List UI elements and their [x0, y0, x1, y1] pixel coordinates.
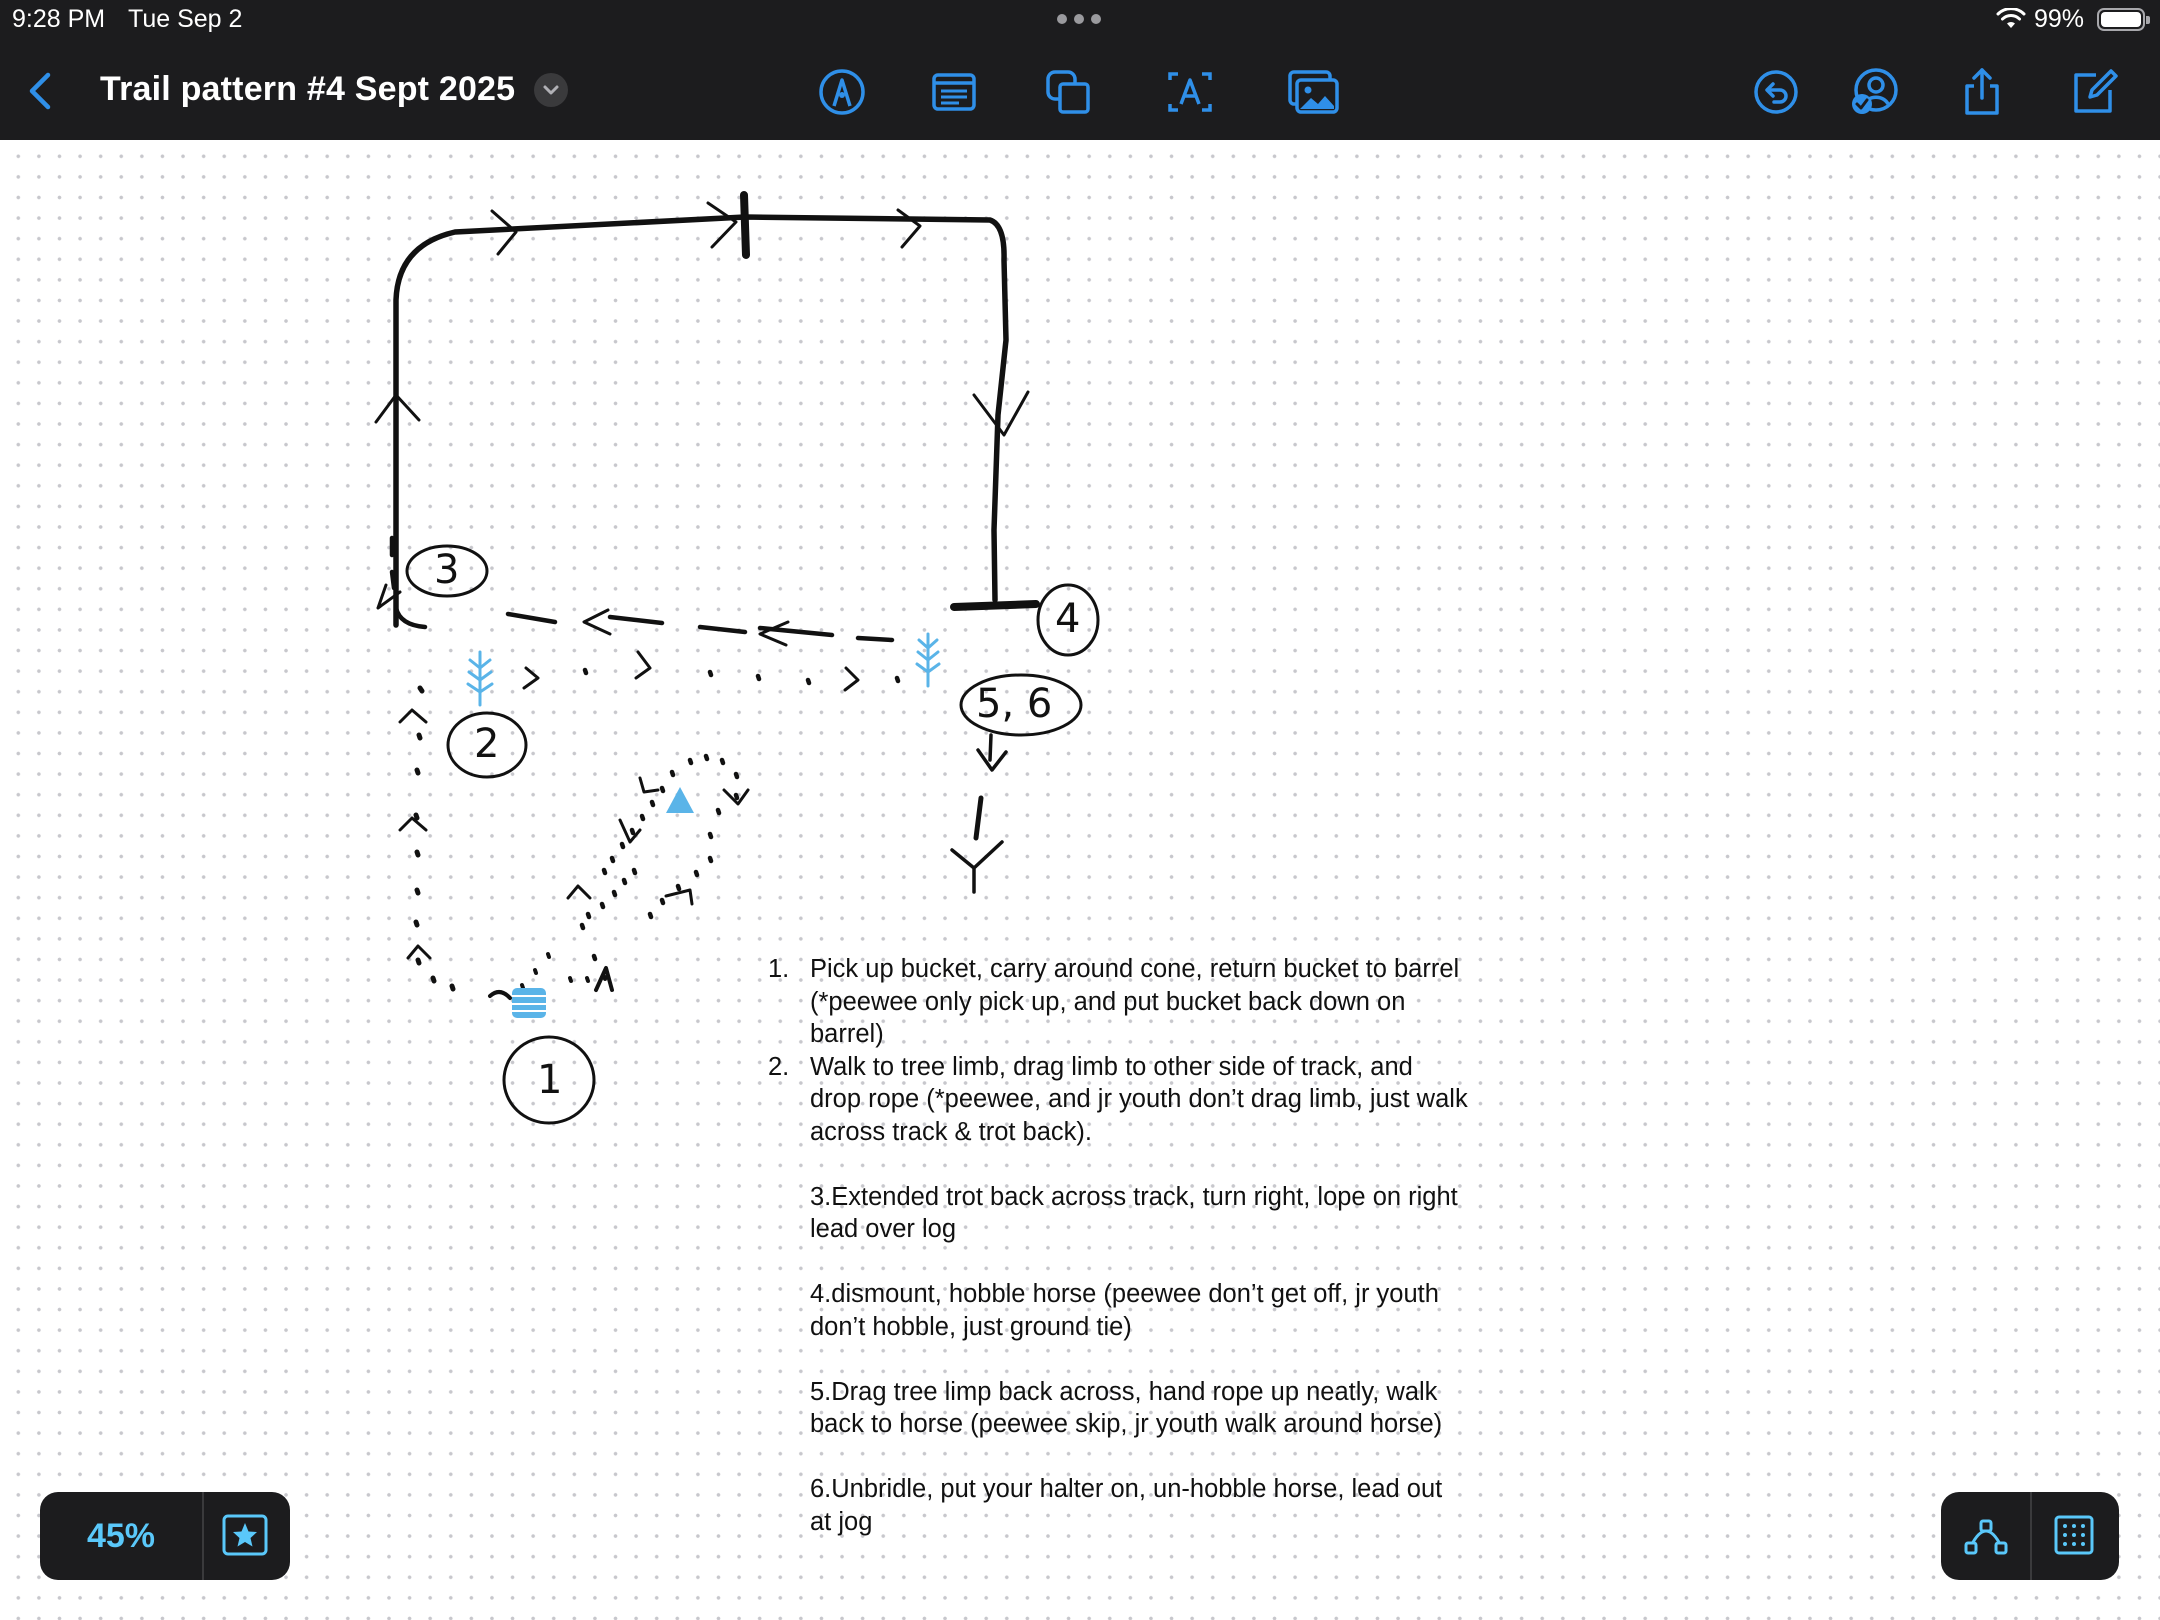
instruction-text: Walk to tree limb, drag limb to other side of track, and drop rope (*peewee, and jr youth don’t drag limb, just walk across track & trot back). [810, 1052, 1468, 1146]
status-time: 9:28 PM [12, 5, 106, 33]
status-date: Tue Sep 2 [128, 5, 243, 33]
pen-tool-button[interactable] [816, 66, 868, 118]
top-toolbar [0, 0, 2160, 140]
station-1-label: 1 [537, 1057, 563, 1103]
image-icon [1287, 66, 1339, 118]
instruction-text: 6.Unbridle, put your halter on, un-hobble horse, lead out at jog [810, 1475, 1443, 1536]
grid-button[interactable] [2049, 1510, 2099, 1560]
instruction-number: 1. [768, 955, 790, 983]
document-title[interactable]: Trail pattern #4 Sept 2025 [100, 70, 516, 108]
instruction-item [768, 953, 1468, 1051]
share-button[interactable] [1956, 66, 2008, 118]
path-tool-button[interactable] [1961, 1510, 2011, 1560]
divider [202, 1492, 204, 1580]
compose-icon [2068, 66, 2120, 118]
canvas-tools-panel [1941, 1492, 2119, 1580]
text-recognition-button[interactable] [1164, 66, 1216, 118]
station-3-label: 3 [434, 547, 460, 593]
back-button[interactable] [20, 70, 60, 112]
path-icon [1961, 1510, 2011, 1560]
battery-percentage: 99% [2034, 5, 2085, 33]
favorite-button[interactable] [220, 1512, 270, 1560]
multitasking-dots[interactable] [1057, 14, 1101, 24]
text-box-icon [928, 66, 980, 118]
pen-tool-icon [816, 66, 868, 118]
station-2-label: 2 [474, 721, 500, 767]
instruction-text: 4.dismount, hobble horse (peewee don’t get off, jr youth don’t hobble, just ground tie) [810, 1280, 1439, 1341]
chevron-down-icon [534, 73, 568, 107]
pattern-instructions[interactable] [768, 953, 1468, 1538]
instruction-number: 2. [768, 1052, 790, 1081]
collaborate-icon [1848, 66, 1900, 118]
shapes-button[interactable] [1043, 66, 1095, 118]
wifi-icon [1996, 8, 2026, 30]
zoom-level-button[interactable]: 45% [86, 1517, 156, 1555]
instruction-item [768, 1051, 1468, 1149]
share-icon [1956, 66, 2008, 118]
shapes-icon [1043, 66, 1095, 118]
station-4-label: 4 [1055, 596, 1081, 642]
zoom-panel [40, 1492, 290, 1580]
title-menu-button[interactable] [534, 73, 568, 107]
star-icon [220, 1512, 270, 1560]
compose-button[interactable] [2068, 66, 2120, 118]
text-box-button[interactable] [928, 66, 980, 118]
chevron-left-icon [20, 70, 60, 112]
undo-icon [1750, 66, 1802, 118]
text-recognition-icon [1164, 66, 1216, 118]
divider [2030, 1492, 2032, 1580]
instruction-text: 3.Extended trot back across track, turn right, lope on right lead over log [810, 1182, 1458, 1243]
collaborate-button[interactable] [1848, 66, 1900, 118]
image-button[interactable] [1287, 66, 1339, 118]
station-56-label: 5, 6 [976, 681, 1053, 727]
undo-button[interactable] [1750, 66, 1802, 118]
instruction-text: 5.Drag tree limp back across, hand rope up neatly, walk back to horse (peewee skip, jr youth walk around horse) [810, 1377, 1443, 1438]
battery-icon [2097, 8, 2145, 31]
grid-icon [2049, 1510, 2099, 1560]
instruction-text: Pick up bucket, carry around cone, return bucket to barrel (*peewee only pick up, and put bucket back down on barrel) [810, 955, 1460, 1048]
